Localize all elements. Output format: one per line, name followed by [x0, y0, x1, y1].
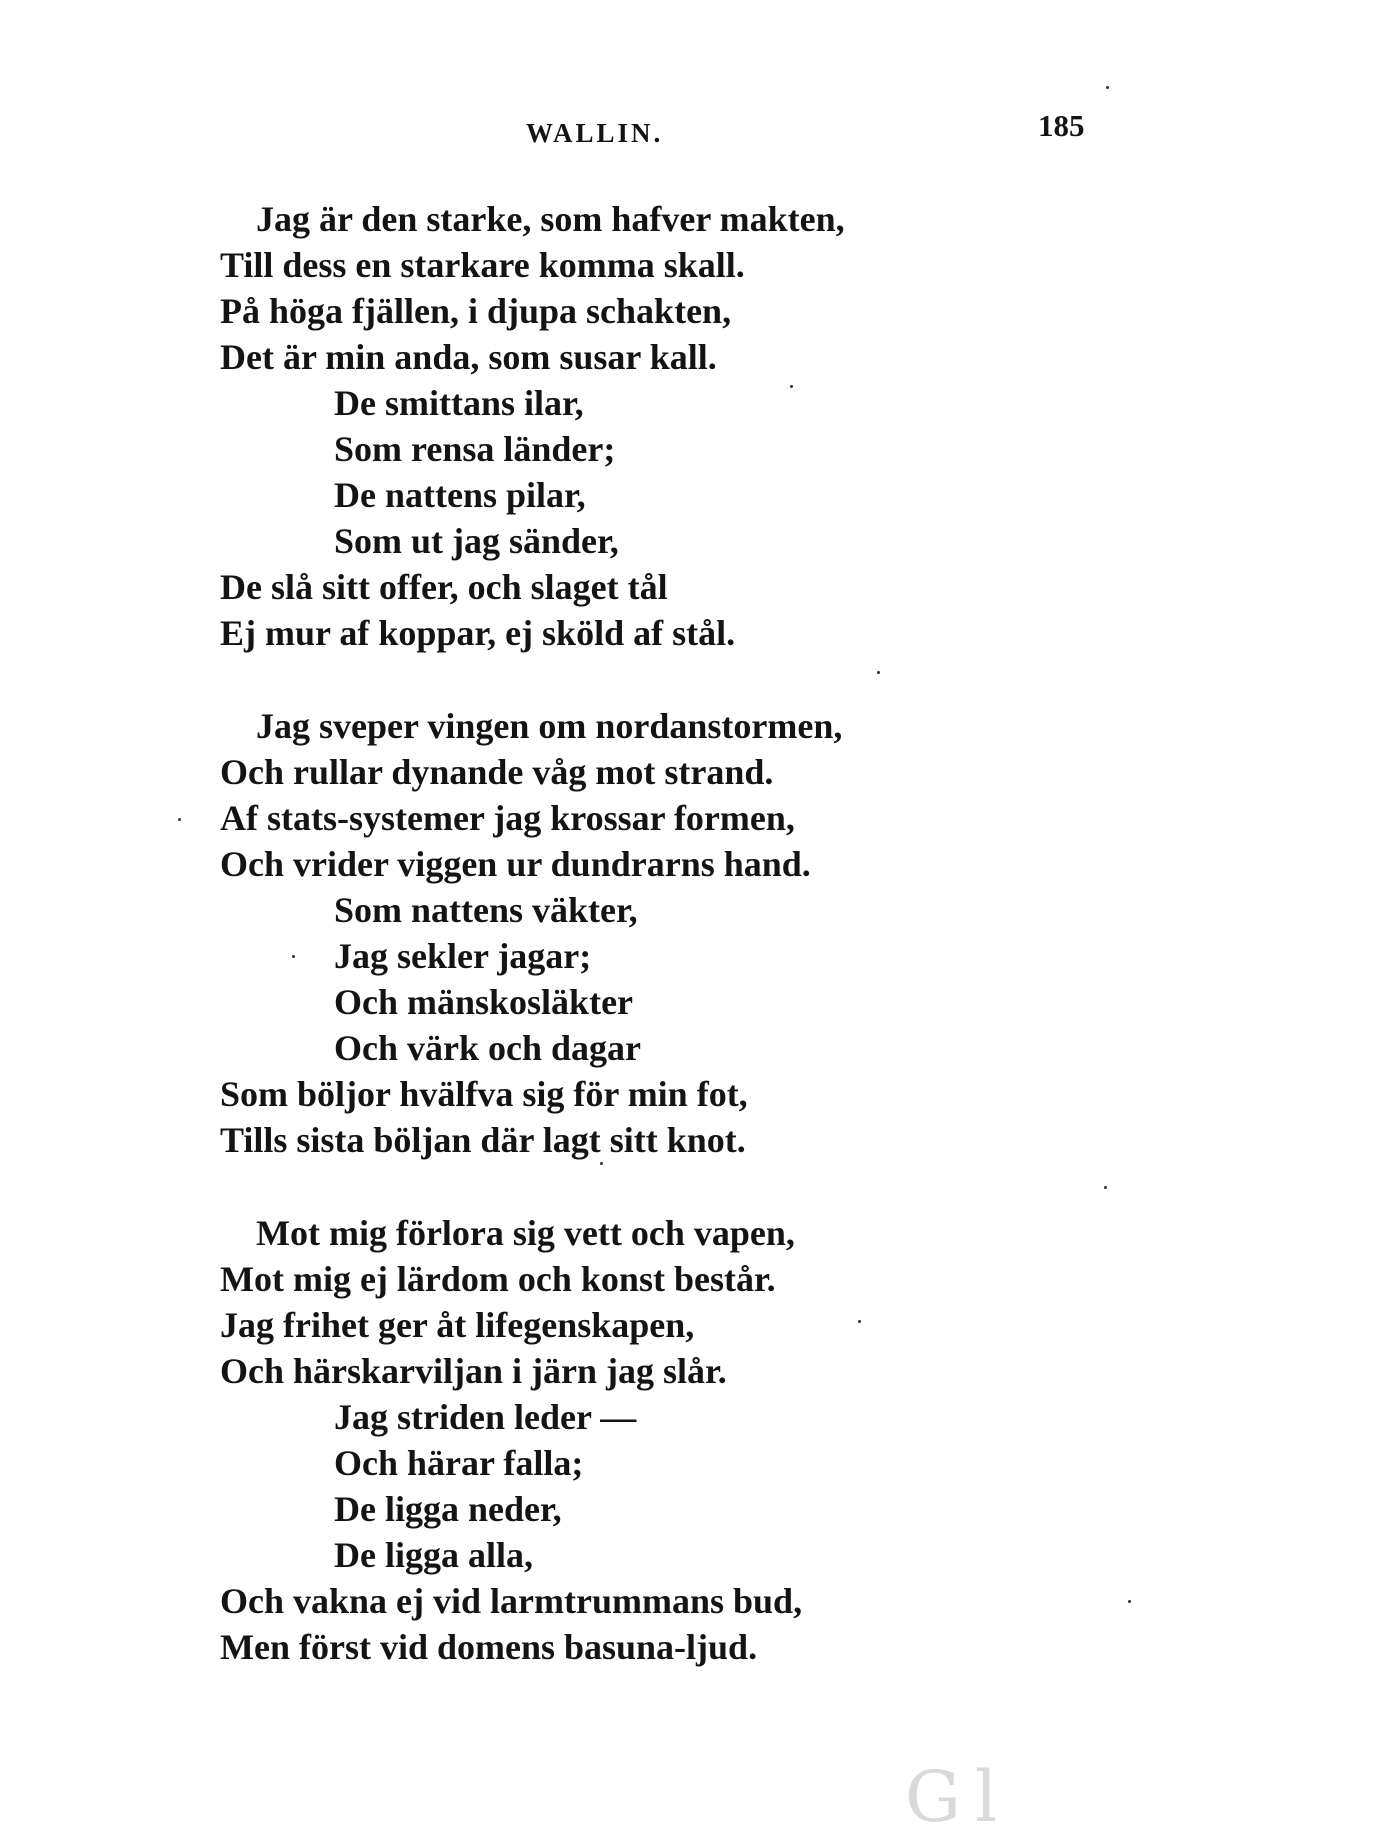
stanza	[220, 196, 1120, 656]
poem-line: Till dess en starkare komma skall.	[220, 245, 745, 285]
poem-line: Och mänskosläkter	[334, 982, 634, 1022]
scan-speck	[1128, 1600, 1131, 1603]
running-head: WALLIN.	[526, 118, 664, 148]
poem-line: Jag striden leder —	[334, 1397, 637, 1437]
poem-line: Ej mur af koppar, ej sköld af stål.	[220, 613, 736, 653]
poem-line: Som rensa länder;	[334, 429, 616, 469]
poem-line: Och vrider viggen ur dundrarns hand.	[220, 844, 811, 884]
poem-line: Af stats-systemer jag krossar formen,	[220, 798, 795, 838]
poem-line: Och härar falla;	[334, 1443, 584, 1483]
scan-speck	[178, 818, 181, 821]
stanza	[220, 1210, 1120, 1670]
poem-line: Och härskarviljan i järn jag slår.	[220, 1351, 727, 1391]
stanza	[220, 703, 1120, 1163]
poem-line: De ligga alla,	[334, 1535, 533, 1575]
scan-speck	[292, 955, 295, 958]
poem-line: Men först vid domens basuna-ljud.	[220, 1627, 758, 1667]
poem-line: Som nattens väkter,	[334, 890, 638, 930]
scan-speck	[600, 1162, 603, 1165]
poem-line: De slå sitt offer, och slaget tål	[220, 567, 668, 607]
poem	[220, 196, 1120, 1717]
poem-line: Och vakna ej vid larmtrummans bud,	[220, 1581, 803, 1621]
scan-speck	[858, 1320, 861, 1323]
page-number: 185	[1038, 108, 1085, 143]
poem-line: Mot mig ej lärdom och konst består.	[220, 1259, 776, 1299]
poem-line: Jag sekler jagar;	[334, 936, 592, 976]
scan-speck	[790, 385, 793, 388]
poem-line: De ligga neder,	[334, 1489, 562, 1529]
poem-line: De smittans ilar,	[334, 383, 584, 423]
poem-line: Jag är den starke, som hafver makten,	[256, 199, 845, 239]
poem-line: Jag sveper vingen om nordanstormen,	[256, 706, 843, 746]
poem-line: Jag frihet ger åt lifegenskapen,	[220, 1305, 695, 1345]
scan-speck	[1106, 86, 1109, 89]
poem-line: Och rullar dynande våg mot strand.	[220, 752, 774, 792]
scan-speck	[1104, 1186, 1107, 1189]
poem-line: Som ut jag sänder,	[334, 521, 619, 561]
poem-line: Som böljor hvälfva sig för min fot,	[220, 1074, 748, 1114]
poem-line: De nattens pilar,	[334, 475, 586, 515]
scan-watermark: G l	[905, 1756, 998, 1838]
poem-line: Och värk och dagar	[334, 1028, 642, 1068]
scan-speck	[877, 671, 880, 674]
poem-line: Tills sista böljan där lagt sitt knot.	[220, 1120, 746, 1160]
poem-line: På höga fjällen, i djupa schakten,	[220, 291, 732, 331]
poem-line: Det är min anda, som susar kall.	[220, 337, 717, 377]
poem-line: Mot mig förlora sig vett och vapen,	[256, 1213, 795, 1253]
